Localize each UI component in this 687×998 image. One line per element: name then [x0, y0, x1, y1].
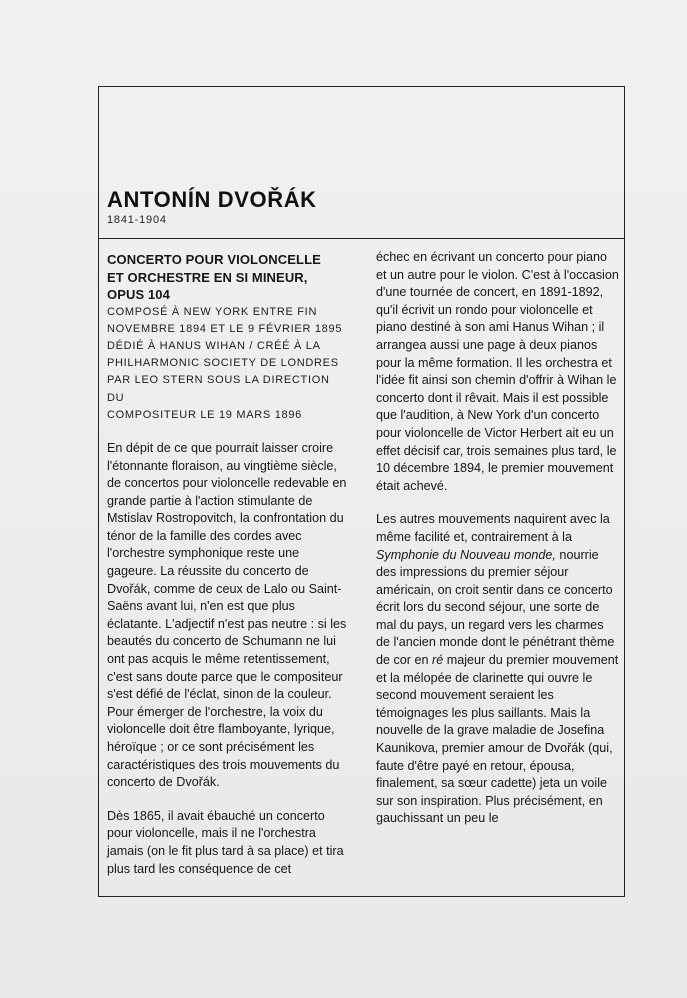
work-details-line: PHILHARMONIC SOCIETY DE LONDRES	[107, 357, 339, 370]
paragraph-4	[376, 511, 620, 828]
work-title-line: OPUS 104	[107, 287, 170, 302]
work-details	[107, 304, 349, 424]
work-title	[107, 251, 349, 304]
work-title-line: CONCERTO POUR VIOLONCELLE	[107, 252, 321, 267]
left-column	[107, 249, 349, 894]
paragraph-4-text: Les autres mouvements naquirent avec la même facilité et, contrairement à la	[376, 512, 610, 544]
program-note-frame	[98, 86, 625, 897]
paragraph-4-text: nourrie des impressions du premier séjour américain, on croit sentir dans ce concerto écrit lors du second séjour, une sorte de mal du pays, un regard vers les charmes de l'ancien monde dont le pénétrant thème de cor en	[376, 547, 615, 668]
work-details-line: NOVEMBRE 1894 ET LE 9 FÉVRIER 1895	[107, 322, 343, 335]
header-box	[99, 87, 624, 239]
work-details-line: PAR LEO STERN SOUS LA DIRECTION DU	[107, 374, 330, 404]
paragraph-4-italic-key: ré	[432, 653, 444, 668]
paragraph-4-italic-title: Symphonie du Nouveau monde,	[376, 547, 556, 562]
work-details-line: DÉDIÉ À HANUS WIHAN / CRÉÉ À LA	[107, 339, 321, 352]
work-details-line: COMPOSÉ À NEW YORK ENTRE FIN	[107, 305, 318, 318]
paragraph-1: En dépit de ce que pourrait laisser croire l'étonnante floraison, au vingtième siècle, de concertos pour violoncelle redevable en grande partie à l'action stimulante de Mstislav Rostropovitch, la confrontation du ténor de la famille des cordes avec l'orchestre symphonique reste une gageure. La réussite du concerto de Dvořák, comme de ceux de Lalo ou Saint-Saëns avant lui, n'en est que plus éclatante. L'adjectif n'est pas neutre : si les beautés du concerto de Schumann ne lui ont pas acquis le même retentissement, c'est sans doute parce que le compositeur s'est défié de l'éclat, sinon de la couleur. Pour émerger de l'orchestre, la voix du violoncelle doit être flamboyante, lyrique, héroïque ; or ce sont précisément les caractéristiques des trois mouvements du concerto de Dvořák.	[107, 440, 347, 790]
paragraph-4-text: majeur du premier mouvement et la mélopée de clarinette qui ouvre le second mouvement seraient les témoignages les plus saillants. Mais la nouvelle de la grave maladie de Josefina Kaunikova, premier amour de Dvořák (qui, faute d'être payé en retour, épousa, finalement, sa sœur cadette) jeta un voile sur son inspiration. Plus précisément, en gauchissant un peu le	[376, 653, 619, 826]
paragraph-2: Dès 1865, il avait ébauché un concerto pour violoncelle, mais il ne l'orchestra jamais (on le fit plus tard à sa place) et tira plus tard les conséquence de cet	[107, 808, 344, 876]
composer-dates: 1841-1904	[107, 214, 167, 226]
work-title-line: ET ORCHESTRE EN SI MINEUR,	[107, 269, 308, 285]
composer-name: ANTONÍN DVOŘÁK	[107, 187, 317, 212]
right-column	[376, 249, 620, 844]
paragraph-3: échec en écrivant un concerto pour piano et un autre pour le violon. C'est à l'occasion d'une tournée de concert, en 1891-1892, qu'il écrivit un rondo pour violoncelle et piano destiné à son ami Hanus Wihan ; il arrangea aussi une page à deux pianos pour la même formation. Il les orchestra et l'idée fit ainsi son chemin d'offrir à Wihan le concerto dont il rêvait. Mais il est possible que l'audition, à New York d'un concerto pour violoncelle de Victor Herbert ait eu un effet décisif car, trois semaines plus tard, le 10 décembre 1894, le premier mouvement était achevé.	[376, 250, 619, 493]
work-details-line: COMPOSITEUR LE 19 MARS 1896	[107, 408, 302, 421]
